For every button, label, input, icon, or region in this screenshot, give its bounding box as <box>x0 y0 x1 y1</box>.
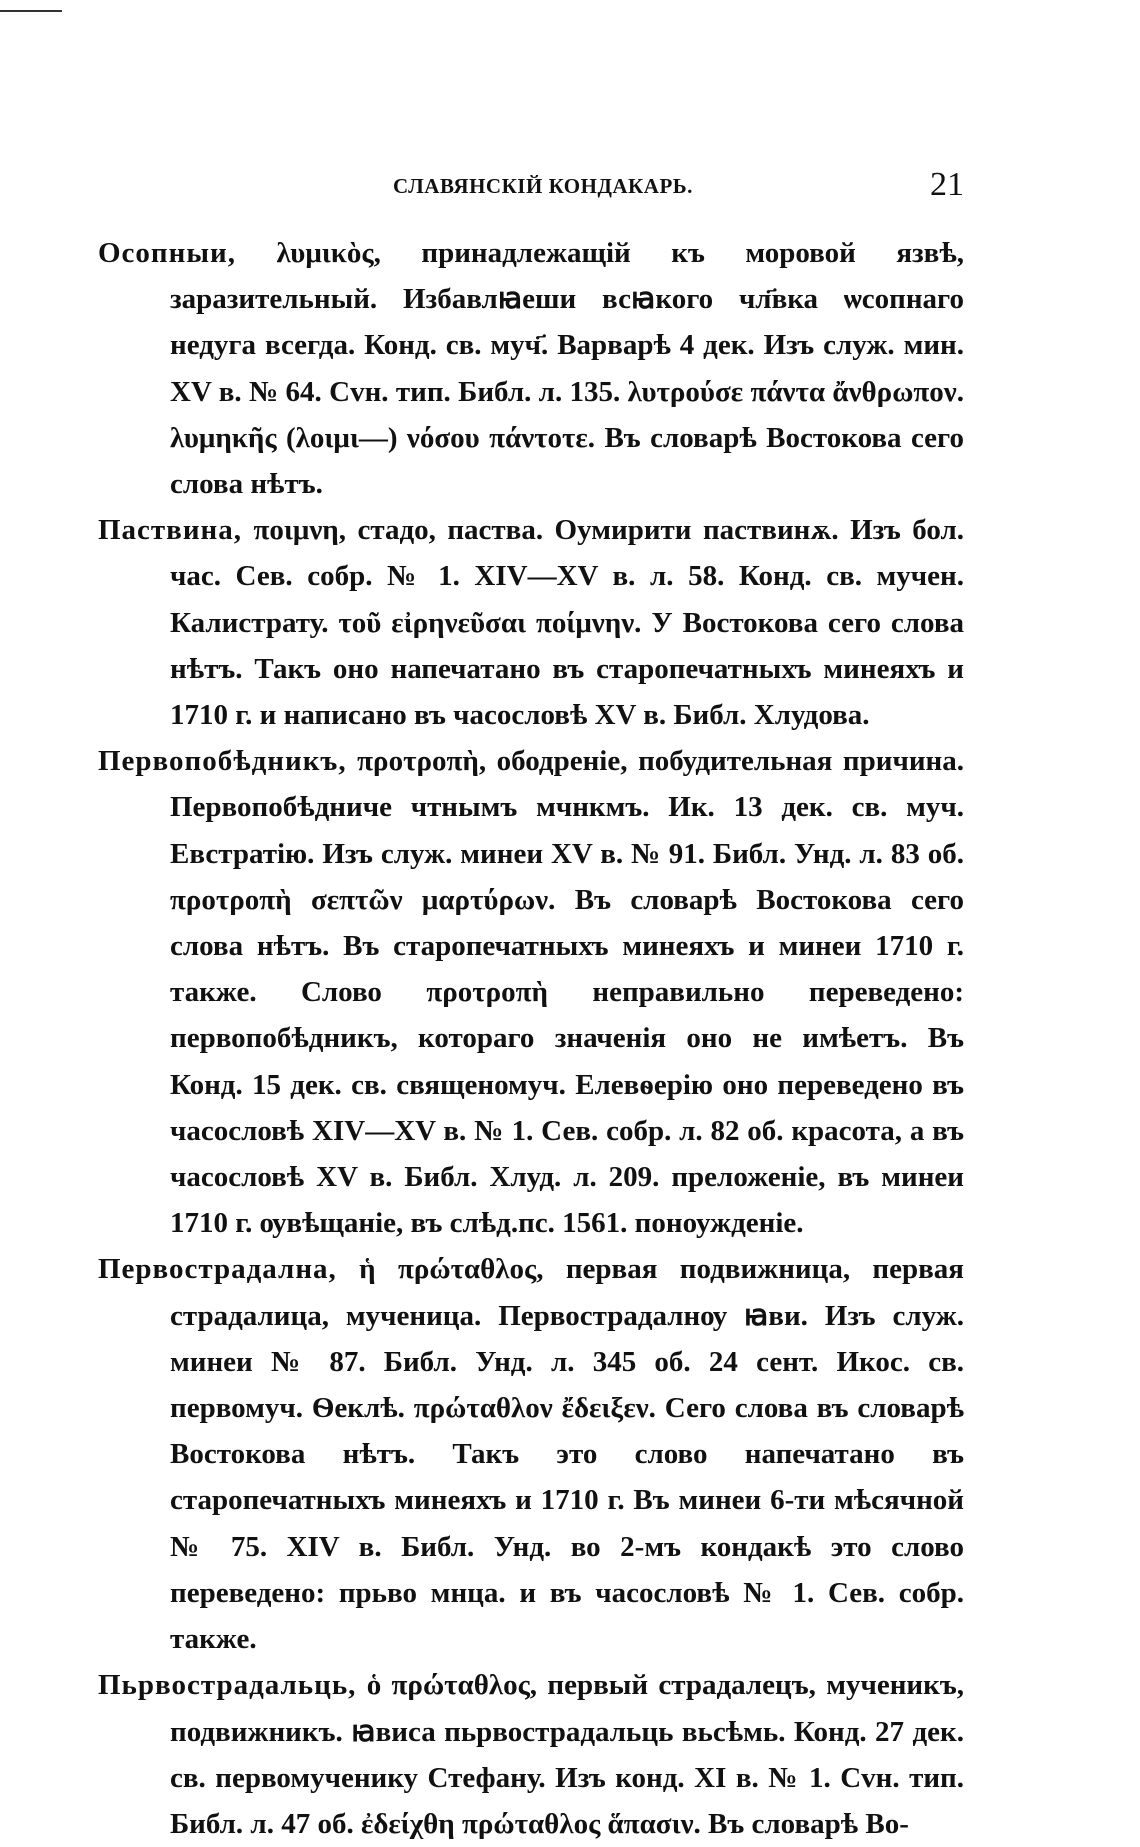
entry-headword: Первопобѣдникъ, <box>98 745 347 778</box>
entry-text: προτροπὴ, ободреніе, побудительная причина. Первопобѣдниче чтнымъ мчнкмъ. Ик. 13 дек. св. муч. Евстратію. Изъ служ. минеи XV в. № 91. Библ. Унд. л. 83 об. προτροπὴ σεπτῶν μαρτύρων. Въ словарѣ Востокова сего слова нѣтъ. Въ старопечатныхъ минеяхъ и минеи 1710 г. также. Слово προτροπὴ неправильно переведено: первопобѣдникъ, котораго значенія оно не имѣетъ. Въ Конд. 15 дек. св. священомуч. Елевѳерію оно переведено въ часословѣ XIV—XV в. № 1. Сев. собр. л. 82 об. красота, а въ часословѣ XV в. Библ. Хлуд. л. 209. преложеніе, въ минеи 1710 г. ѹвѣщаніе, въ слѣд.пс. 1561. поноужденіе. <box>170 745 964 1240</box>
entry-text: ἡ πρώταθλος, первая подвижница, первая страдалица, мученица. Первострадалнѹ ꙗви. Изъ служ. минеи № 87. Библ. Унд. л. 345 об. 24 сент. Икос. св. первомуч. Ѳеклѣ. πρώταθλον ἔδειξεν. Сего слова въ словарѣ Востокова нѣтъ. Такъ это слово напечатано въ старопечатныхъ минеяхъ и 1710 г. Въ минеи 6-ти мѣсячной № 75. XIV в. Библ. Унд. во 2-мъ кондакѣ это слово переведено: прьво мнца. и въ часословѣ № 1. Сев. собр. также. <box>170 1253 964 1656</box>
running-title: СЛАВЯНСКІЙ КОНДАКАРЬ. <box>393 174 693 198</box>
top-edge-rule <box>0 10 62 12</box>
dictionary-entry <box>98 738 964 1246</box>
entry-text: λυμικὸς, принадлежащій къ моровой язвѣ, заразительный. Избавлꙗеши всꙗкого чл҃вка ѡсопнаго недуга всегда. Конд. св. муч҃. Варварѣ 4 дек. Изъ служ. мин. XV в. № 64. Сvн. тип. Библ. л. 135. λυτρούσε πάντα ἄνθρωπον. λυμηκῆς (λοιμι—) νόσου πάντοτε. Въ словарѣ Востокова сего слова нѣтъ. <box>170 237 964 501</box>
dictionary-entry <box>98 1662 964 1847</box>
entry-headword: Первострадална, <box>98 1253 337 1286</box>
entry-headword: Осопныи, <box>98 237 236 269</box>
dictionary-body <box>98 230 964 1847</box>
page-header <box>98 166 964 216</box>
entry-text: ποιμνη, стадо, паства. Оумирити паствинѫ. Изъ бол. час. Сев. собр. № 1. XIV—XV в. л. 58. Конд. св. мучен. Калистрату. τοῦ εἰρηνεῦσαι ποίμνην. У Востокова сего слова нѣтъ. Такъ оно напечатано въ старопечатныхъ минеяхъ и 1710 г. и написано въ часословѣ XV в. Библ. Хлудова. <box>170 514 964 732</box>
dictionary-entry <box>98 507 964 738</box>
dictionary-entry <box>98 1246 964 1662</box>
page-number: 21 <box>930 166 964 203</box>
dictionary-entry <box>98 230 964 507</box>
entry-headword: Паствина, <box>98 514 243 547</box>
entry-headword: Пьрвострадальць, <box>98 1669 357 1702</box>
entry-text: ὁ πρώταθλος, первый страдалецъ, мученикъ, подвижникъ. ꙗвиса пьрвострадальць вьсѣмь. Конд. 27 дек. св. первомученику Стефану. Изъ конд. XI в. № 1. Сvн. тип. Библ. л. 47 об. ἐδείχθη πρώταθλος ἅπασιν. Въ словарѣ Во- <box>170 1669 964 1840</box>
